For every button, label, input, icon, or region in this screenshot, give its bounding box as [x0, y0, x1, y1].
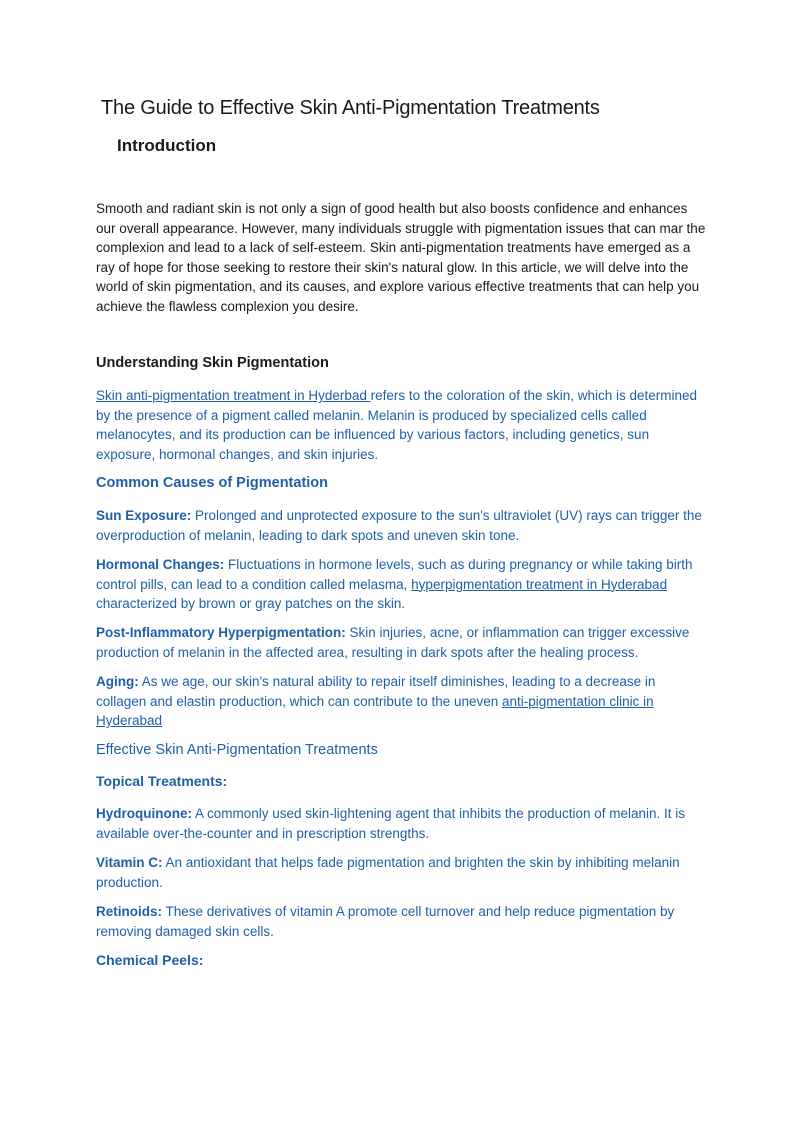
- understanding-heading: Understanding Skin Pigmentation: [96, 355, 329, 371]
- cause-post-inflammatory: [96, 623, 706, 662]
- treatment-text: An antioxidant that helps fade pigmentation and brighten the skin by inhibiting melanin production.: [96, 855, 680, 890]
- cause-term: Aging:: [96, 674, 139, 689]
- causes-heading: Common Causes of Pigmentation: [96, 475, 329, 491]
- treatment-vitamin-c: [96, 853, 706, 892]
- treatment-text: A commonly used skin-lightening agent that inhibits the production of melanin. It is available over-the-counter and in prescription strengths.: [96, 806, 686, 841]
- cause-term: Hormonal Changes:: [96, 557, 225, 572]
- document-title: The Guide to Effective Skin Anti-Pigmentation Treatments: [101, 97, 600, 119]
- treatment-term: Retinoids:: [96, 904, 162, 919]
- anti-pigmentation-clinic-link[interactable]: anti-pigmentation clinic in Hyderabad: [96, 693, 654, 728]
- topical-treatments-heading: Topical Treatments:: [96, 773, 228, 789]
- treatment-hydroquinone: [96, 804, 706, 843]
- understanding-text: refers to the coloration of the skin, which is determined by the presence of a pigment called melanin. Melanin is produced by specialized cells called melanocytes, and its production can be influenced by various factors, including genetics, sun exposure, hormonal changes, and skin injuries.: [96, 388, 698, 462]
- treatment-term: Vitamin C:: [96, 855, 163, 870]
- treatment-text: These derivatives of vitamin A promote cell turnover and help reduce pigmentation by removing damaged skin cells.: [96, 904, 675, 939]
- cause-term: Sun Exposure:: [96, 508, 192, 523]
- introduction-paragraph: Smooth and radiant skin is not only a sign of good health but also boosts confidence and enhances our overall appearance. However, many individuals struggle with pigmentation issues that can mar the complexion and lead to a lack of self-esteem. Skin anti-pigmentation treatments have emerged as a ray of hope for those seeking to restore their skin's natural glow. In this article, we will delve into the world of skin pigmentation, and its causes, and explore various effective treatments that can help you achieve the flawless complexion you desire.: [96, 201, 706, 314]
- introduction-heading: Introduction: [117, 136, 217, 155]
- treatment-retinoids: [96, 902, 706, 941]
- cause-text: As we age, our skin's natural ability to repair itself diminishes, leading to a decrease in collagen and elastin production, which can contribute to the uneven: [96, 674, 656, 709]
- cause-text: Skin injuries, acne, or inflammation can trigger excessive production of melanin in the affected area, resulting in dark spots after the healing process.: [96, 625, 690, 660]
- cause-sun-exposure: [96, 506, 706, 545]
- treatment-term: Hydroquinone:: [96, 806, 192, 821]
- hyperpigmentation-link[interactable]: hyperpigmentation treatment in Hyderabad: [411, 576, 668, 592]
- cause-text-after: characterized by brown or gray patches on the skin.: [96, 596, 406, 611]
- treatments-heading: Effective Skin Anti-Pigmentation Treatments: [96, 742, 378, 758]
- cause-hormonal-changes: [96, 555, 706, 614]
- cause-aging: [96, 672, 706, 731]
- skin-anti-pigmentation-link[interactable]: Skin anti-pigmentation treatment in Hyderbad: [96, 388, 371, 403]
- cause-text: Prolonged and unprotected exposure to the sun's ultraviolet (UV) rays can trigger the overproduction of melanin, leading to dark spots and uneven skin tone.: [96, 508, 702, 543]
- cause-term: Post-Inflammatory Hyperpigmentation:: [96, 625, 346, 640]
- cause-text: Fluctuations in hormone levels, such as during pregnancy or while taking birth control pills, can lead to a condition called melasma,: [96, 557, 693, 592]
- chemical-peels-heading: Chemical Peels:: [96, 952, 204, 968]
- understanding-paragraph: [96, 386, 706, 464]
